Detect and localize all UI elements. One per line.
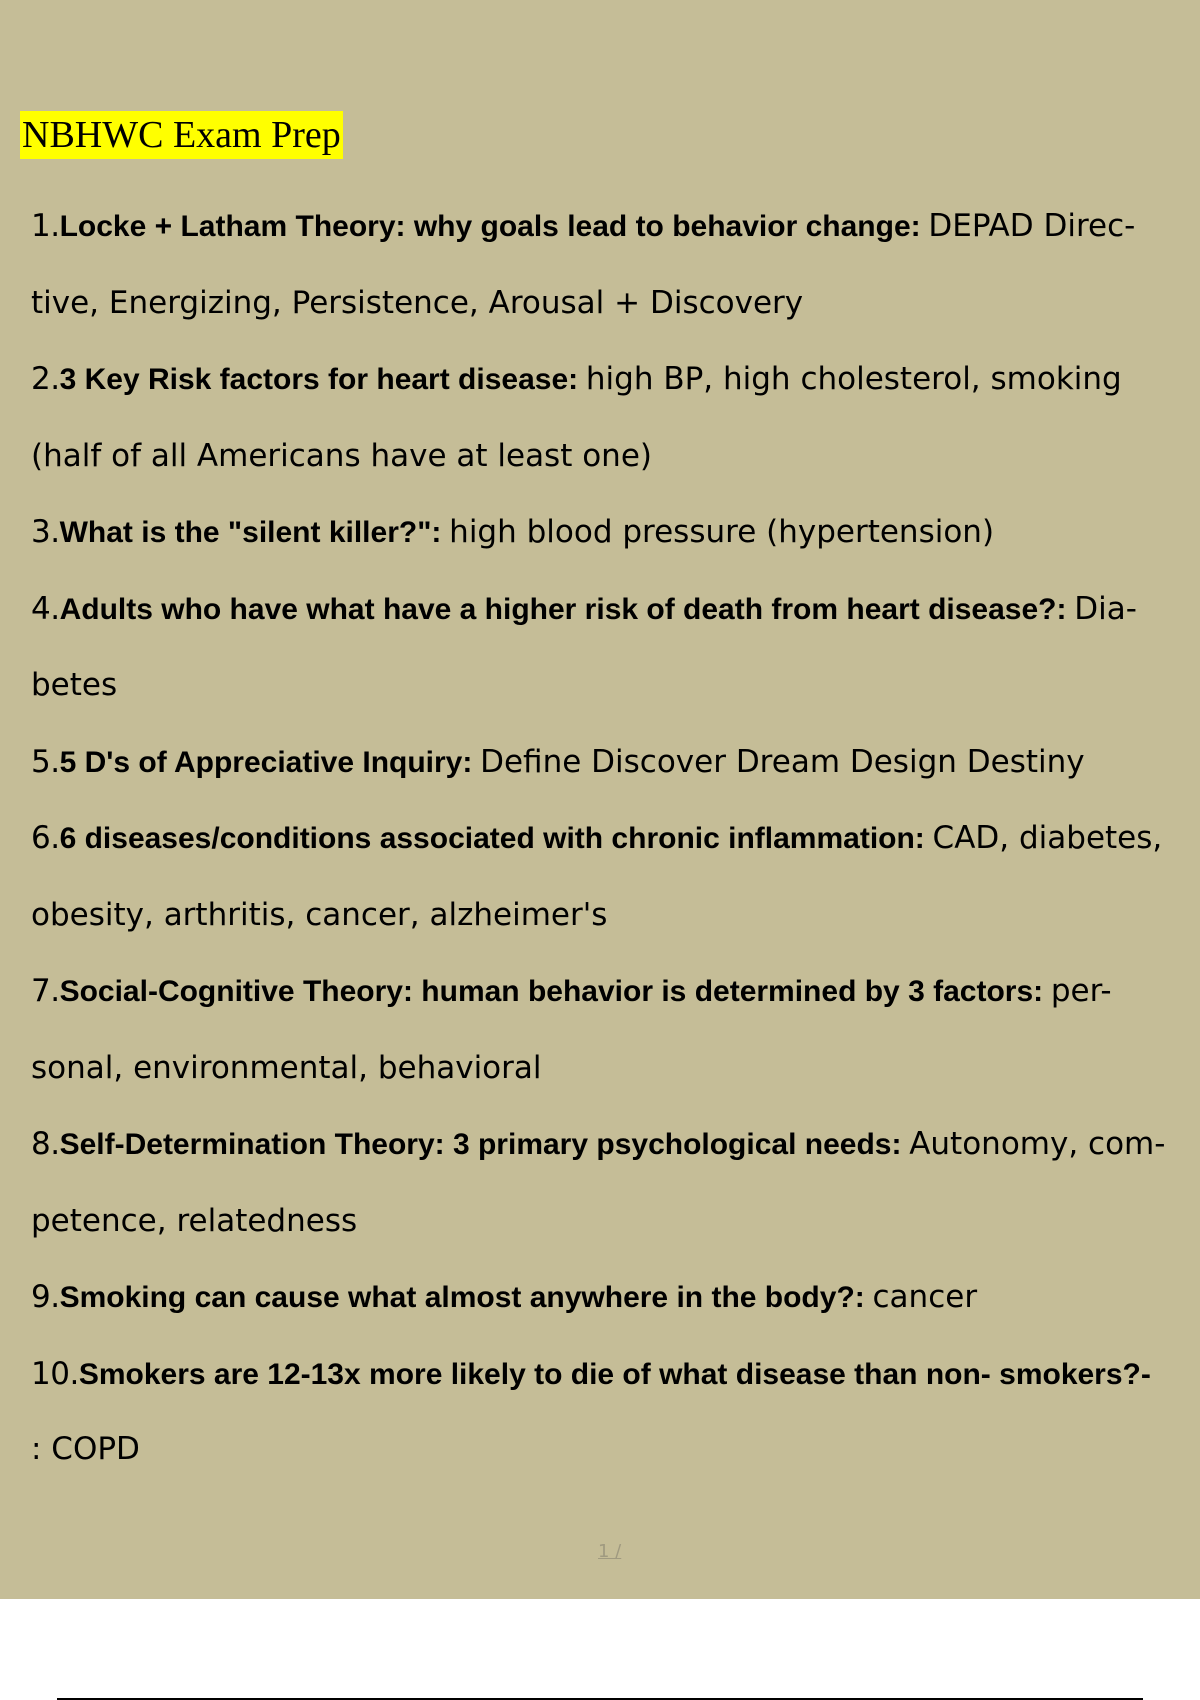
item-answer: high BP, high cholesterol, smoking (half of all Americans have at least one) xyxy=(31,361,1122,474)
item-question: Smoking can cause what almost anywhere in the body?: xyxy=(59,1281,865,1314)
item-question: Social-Cognitive Theory: human behavior is determined by 3 factors: xyxy=(59,975,1044,1008)
item-number: 7. xyxy=(31,973,60,1009)
list-item xyxy=(31,188,1181,341)
item-question: Self-Determination Theory: 3 primary psychological needs: xyxy=(59,1128,902,1161)
list-item xyxy=(31,571,1181,724)
item-answer: Dia- betes xyxy=(31,590,1137,703)
item-number: 6. xyxy=(31,820,60,856)
item-question: 5 D's of Appreciative Inquiry: xyxy=(59,745,473,779)
page-number: 1 / xyxy=(598,1541,622,1562)
item-number: 4. xyxy=(31,590,60,627)
list-item xyxy=(31,800,1181,953)
item-answer: per- sonal, environmental, behavioral xyxy=(31,973,1112,1086)
item-number: 10. xyxy=(31,1355,79,1392)
item-number: 5. xyxy=(31,743,60,780)
list-item xyxy=(31,724,1181,801)
item-question: Locke + Latham Theory: why goals lead to behavior change: xyxy=(59,210,921,243)
list-item xyxy=(31,494,1181,571)
item-question: 6 diseases/conditions associated with chronic inflammation: xyxy=(59,822,925,855)
item-question: What is the "silent killer?": xyxy=(59,516,442,549)
document-title: NBHWC Exam Prep xyxy=(20,111,343,159)
item-answer: cancer xyxy=(872,1279,978,1315)
list-item xyxy=(31,1106,1181,1259)
item-question: Smokers are 12-13x more likely to die of what disease than non- smokers?- xyxy=(78,1357,1151,1391)
item-answer: Define Discover Dream Design Destiny xyxy=(480,743,1085,780)
item-number: 3. xyxy=(31,514,60,550)
item-answer: Autonomy, com- petence, relatedness xyxy=(31,1126,1166,1239)
item-number: 8. xyxy=(31,1126,60,1162)
item-question: 3 Key Risk factors for heart disease: xyxy=(59,363,579,396)
item-answer: DEPAD Direc- tive, Energizing, Persistence, Arousal + Discovery xyxy=(31,208,1136,321)
list-item xyxy=(31,341,1181,494)
item-question: Adults who have what have a higher risk of death from heart disease?: xyxy=(59,592,1067,626)
item-number: 9. xyxy=(31,1279,60,1315)
list-item xyxy=(31,1259,1181,1336)
item-answer: : COPD xyxy=(31,1431,140,1467)
item-answer: high blood pressure (hypertension) xyxy=(449,514,995,550)
item-number: 2. xyxy=(31,361,60,397)
question-list xyxy=(31,188,1181,1488)
item-answer: CAD, diabetes, obesity, arthritis, cancer, alzheimer's xyxy=(31,820,1163,933)
list-item xyxy=(31,953,1181,1106)
item-number: 1. xyxy=(31,208,60,244)
list-item xyxy=(31,1336,1181,1413)
